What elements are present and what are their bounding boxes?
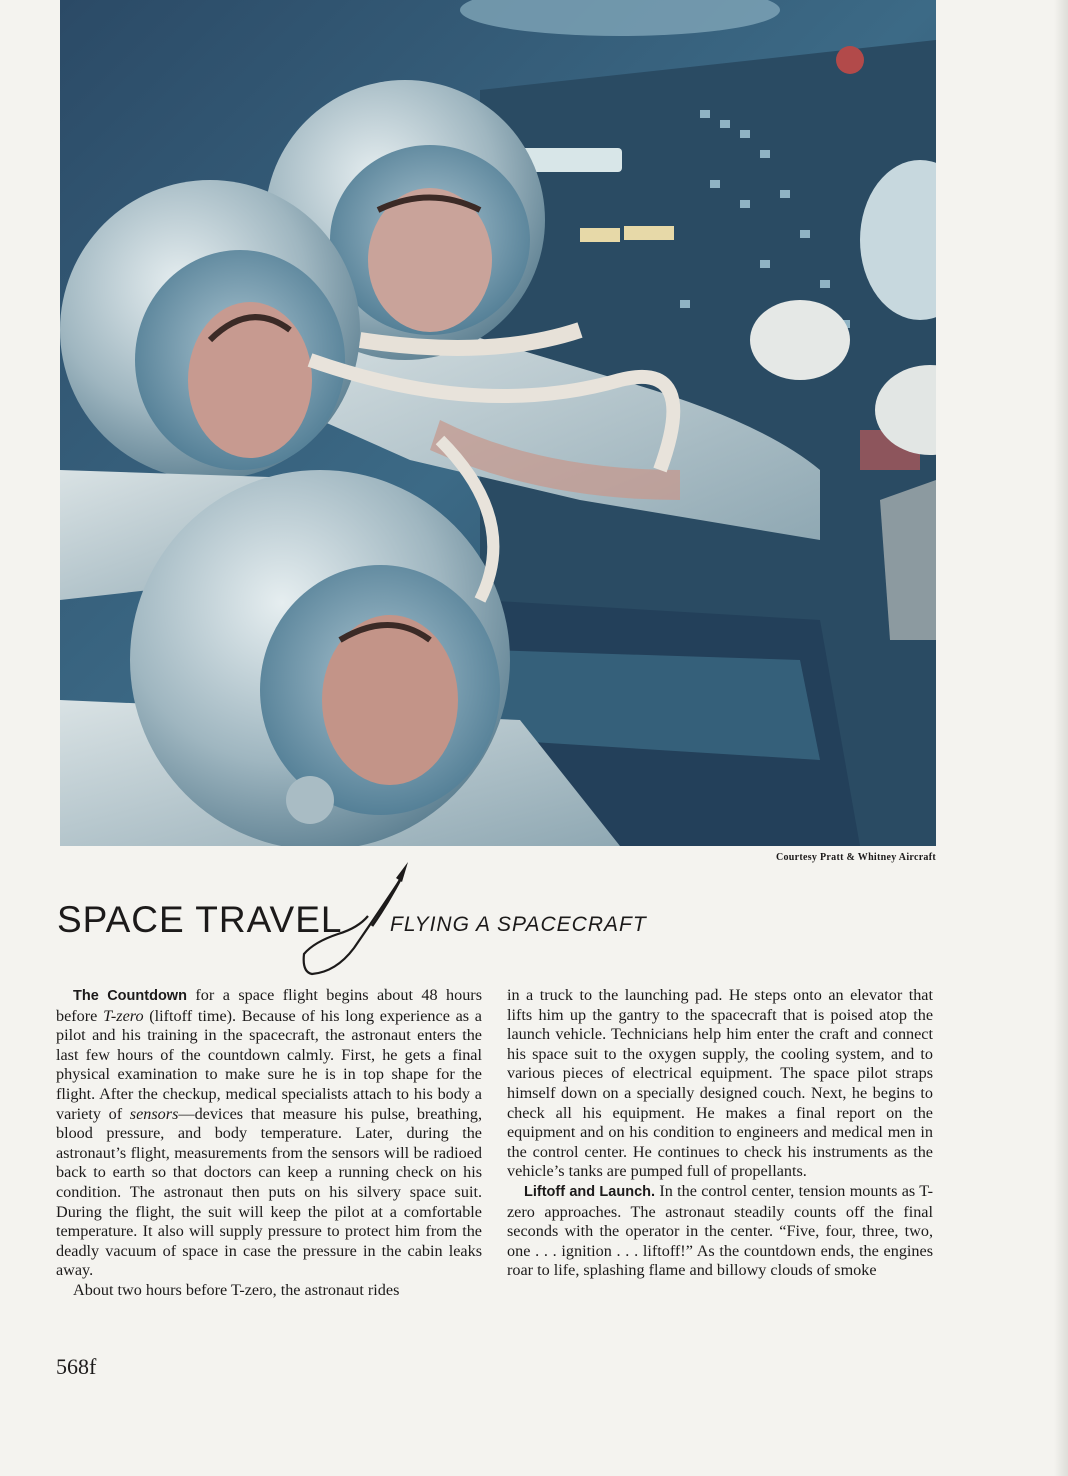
paragraph-liftoff: Liftoff and Launch. In the control center, tension mounts as T-zero approaches. The astronaut steadily counts off the final seconds with the operator in the center. “Five, four, three, two, one . . . ignition . . . liftoff!” As the countdown ends, the engines roar to life, splashing flame and billowy clouds of smoke <box>507 1181 933 1280</box>
page-number: 568f <box>56 1354 97 1379</box>
paragraph-countdown: The Countdown for a space flight begins about 48 hours before T-zero (liftoff time). Because of his long experience as a pilot and his training in the spacecraft, the astronaut enters the last few hours of the countdown calmly. First, he gets a final physical examination to make sure he is in top shape for the flight. After the checkup, medical specialists attach to his body a variety of sensors—devices that measure his pulse, breathing, blood pressure, and body temperature. Later, during the astronaut’s flight, measurements from the sensors will be radioed back to earth so that doctors can keep a running check on his condition. The astronaut then puts on his silvery space suit. During the flight, the suit will keep the pilot at a comfortable temperature. It also will supply pressure to protect him from the deadly vacuum of space in case the pressure in the cabin leaks away. <box>56 986 482 1280</box>
text-column-right <box>507 986 933 1281</box>
text-column-left <box>56 986 482 1301</box>
paragraph-launch-pad: in a truck to the launching pad. He steps onto an elevator that lifts him up the gantry to the spacecraft that is poised atop the launch vehicle. Technicians help him enter the craft and connect his space suit to the oxygen supply, the cooling system, and to various pieces of electrical equipment. The space pilot straps himself down on a specially designed couch. Next, he begins to check all his equipment. He makes a final report on the equipment and on his condition to engineers and medical men in the control center. He continues to check his instruments as the vehicle’s tanks are pumped full of propellants. <box>507 986 933 1181</box>
astronauts-illustration <box>60 0 936 846</box>
article-title: SPACE TRAVEL <box>57 899 343 940</box>
page-edge-shadow <box>1054 0 1068 1476</box>
article-subtitle: FLYING A SPACECRAFT <box>390 913 647 936</box>
paragraph-two-hours: About two hours before T-zero, the astronaut rides <box>73 1280 400 1299</box>
run-in-heading-countdown: The Countdown <box>73 988 187 1004</box>
run-in-heading-liftoff: Liftoff and Launch. <box>524 1183 656 1200</box>
image-credit: Courtesy Pratt & Whitney Aircraft <box>775 852 936 863</box>
